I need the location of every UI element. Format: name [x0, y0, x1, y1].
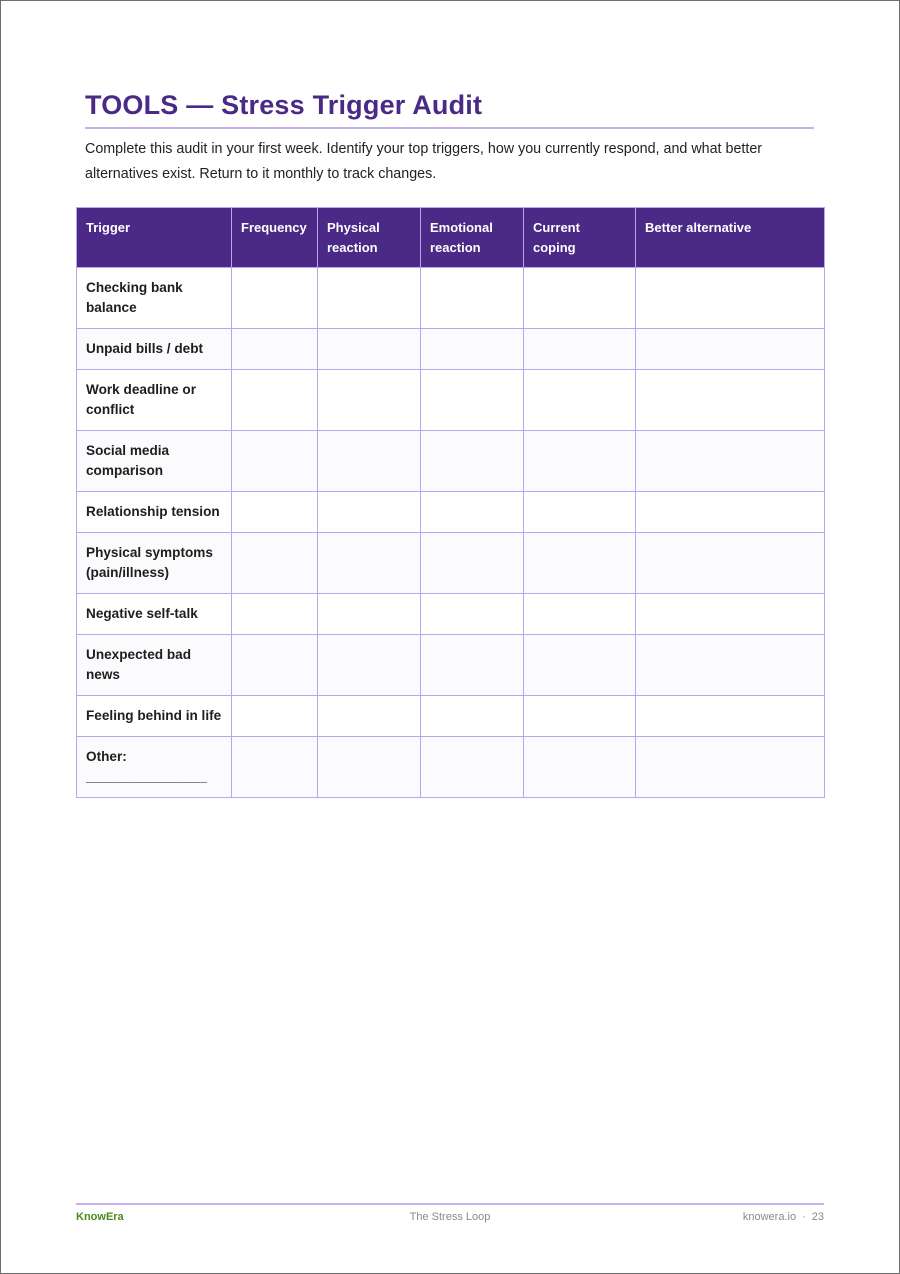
intro-paragraph: Complete this audit in your first week. Identify your top triggers, how you currently respond, and what better alternatives exist. Return to it monthly to track changes.: [85, 141, 763, 182]
frequency-cell[interactable]: [232, 492, 318, 533]
footer-site: knowera.io: [742, 1211, 797, 1223]
physical-reaction-cell[interactable]: [318, 737, 421, 798]
trigger-cell: Relationship tension: [77, 492, 232, 533]
trigger-cell: Unexpected bad news: [77, 635, 232, 696]
physical-reaction-cell[interactable]: [318, 268, 421, 329]
table-row: [77, 492, 825, 533]
current-coping-cell[interactable]: [524, 268, 636, 329]
header-trigger: Trigger: [77, 208, 232, 268]
page-title: TOOLS — Stress Trigger Audit: [85, 90, 483, 120]
physical-reaction-cell[interactable]: [318, 329, 421, 370]
footer-divider: [76, 1203, 824, 1205]
trigger-audit-table: [76, 207, 825, 798]
frequency-cell[interactable]: [232, 533, 318, 594]
emotional-reaction-cell[interactable]: [421, 594, 524, 635]
frequency-cell[interactable]: [232, 696, 318, 737]
frequency-cell[interactable]: [232, 370, 318, 431]
current-coping-cell[interactable]: [524, 533, 636, 594]
emotional-reaction-cell[interactable]: [421, 329, 524, 370]
table-row: [77, 594, 825, 635]
table-row: [77, 737, 825, 798]
current-coping-cell[interactable]: [524, 594, 636, 635]
emotional-reaction-cell[interactable]: [421, 696, 524, 737]
frequency-cell[interactable]: [232, 268, 318, 329]
emotional-reaction-cell[interactable]: [421, 431, 524, 492]
better-alternative-cell[interactable]: [636, 329, 825, 370]
frequency-cell[interactable]: [232, 329, 318, 370]
frequency-cell[interactable]: [232, 431, 318, 492]
emotional-reaction-cell[interactable]: [421, 370, 524, 431]
frequency-cell[interactable]: [232, 737, 318, 798]
physical-reaction-cell[interactable]: [318, 370, 421, 431]
trigger-cell: Physical symptoms (pain/illness): [77, 533, 232, 594]
physical-reaction-cell[interactable]: [318, 696, 421, 737]
table-row: [77, 533, 825, 594]
better-alternative-cell[interactable]: [636, 370, 825, 431]
emotional-reaction-cell[interactable]: [421, 268, 524, 329]
better-alternative-cell[interactable]: [636, 696, 825, 737]
header-emotional-reaction: Emotional reaction: [421, 208, 524, 268]
header-better-alternative: Better alternative: [636, 208, 825, 268]
trigger-cell: Negative self-talk: [77, 594, 232, 635]
trigger-cell: Social media comparison: [77, 431, 232, 492]
better-alternative-cell[interactable]: [636, 492, 825, 533]
trigger-cell: Checking bank balance: [77, 268, 232, 329]
footer-page-number: 23: [811, 1211, 824, 1223]
footer-book-title: The Stress Loop: [409, 1211, 491, 1223]
better-alternative-cell[interactable]: [636, 635, 825, 696]
table-row: [77, 696, 825, 737]
emotional-reaction-cell[interactable]: [421, 635, 524, 696]
table-header-row: [77, 208, 825, 268]
table-row: [77, 431, 825, 492]
physical-reaction-cell[interactable]: [318, 431, 421, 492]
trigger-cell: Work deadline or conflict: [77, 370, 232, 431]
current-coping-cell[interactable]: [524, 635, 636, 696]
current-coping-cell[interactable]: [524, 737, 636, 798]
current-coping-cell[interactable]: [524, 431, 636, 492]
table-row: [77, 329, 825, 370]
better-alternative-cell[interactable]: [636, 431, 825, 492]
frequency-cell[interactable]: [232, 635, 318, 696]
physical-reaction-cell[interactable]: [318, 635, 421, 696]
emotional-reaction-cell[interactable]: [421, 737, 524, 798]
current-coping-cell[interactable]: [524, 329, 636, 370]
current-coping-cell[interactable]: [524, 696, 636, 737]
footer-brand: KnowEra: [76, 1211, 124, 1223]
current-coping-cell[interactable]: [524, 370, 636, 431]
emotional-reaction-cell[interactable]: [421, 533, 524, 594]
footer-separator: ·: [802, 1211, 806, 1223]
better-alternative-cell[interactable]: [636, 533, 825, 594]
better-alternative-cell[interactable]: [636, 268, 825, 329]
header-physical-reaction: Physical reaction: [318, 208, 421, 268]
table-row: [77, 268, 825, 329]
physical-reaction-cell[interactable]: [318, 492, 421, 533]
table-row: [77, 370, 825, 431]
current-coping-cell[interactable]: [524, 492, 636, 533]
trigger-cell: Feeling behind in life: [77, 696, 232, 737]
title-divider: [85, 127, 814, 129]
header-frequency: Frequency: [232, 208, 318, 268]
trigger-cell: Unpaid bills / debt: [77, 329, 232, 370]
physical-reaction-cell[interactable]: [318, 594, 421, 635]
better-alternative-cell[interactable]: [636, 594, 825, 635]
table-row: [77, 635, 825, 696]
trigger-cell: Other: ________________: [77, 737, 232, 798]
emotional-reaction-cell[interactable]: [421, 492, 524, 533]
frequency-cell[interactable]: [232, 594, 318, 635]
footer-page-info: [743, 1211, 824, 1223]
better-alternative-cell[interactable]: [636, 737, 825, 798]
header-current-coping: Current coping: [524, 208, 636, 268]
physical-reaction-cell[interactable]: [318, 533, 421, 594]
